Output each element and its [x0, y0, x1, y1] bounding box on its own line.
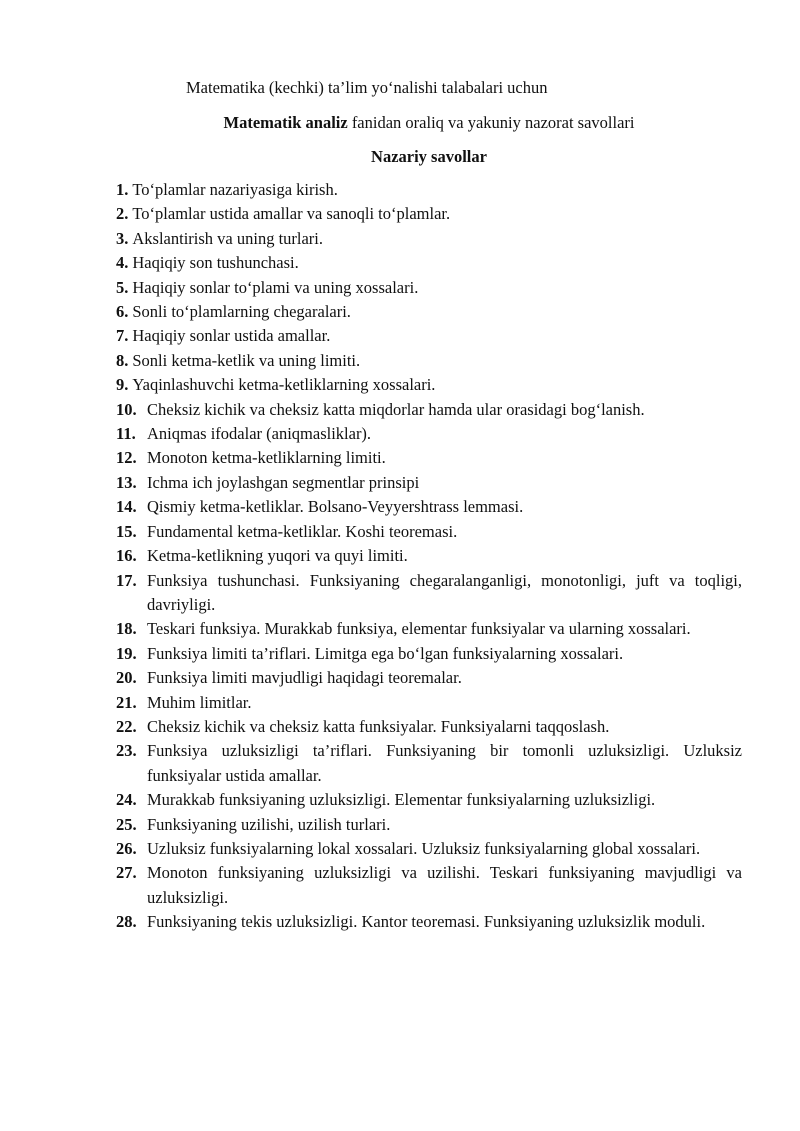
- question-number: 25.: [116, 814, 137, 834]
- question-number: 24.: [116, 790, 137, 810]
- question-text: To‘plamlar nazariyasiga kirish.: [132, 180, 338, 199]
- question-item: [116, 276, 742, 300]
- question-number: 18.: [116, 619, 137, 639]
- question-number: 5.: [116, 277, 129, 297]
- question-item: [116, 398, 742, 422]
- question-text: Cheksiz kichik va cheksiz katta funksiyalar. Funksiyalarni taqqoslash.: [147, 716, 610, 736]
- question-text: Aniqmas ifodalar (aniqmasliklar).: [147, 424, 372, 444]
- document-title: [116, 113, 742, 133]
- question-number: 11.: [116, 424, 136, 444]
- question-number: 4.: [116, 253, 129, 273]
- question-text: Haqiqiy sonlar to‘plami va uning xossalari.: [132, 277, 419, 297]
- question-item: [116, 422, 742, 446]
- question-text: Sonli ketma-ketlik va uning limiti.: [132, 350, 361, 370]
- question-item: [116, 861, 742, 910]
- question-text: Monoton ketma-ketliklarning limiti.: [147, 448, 386, 468]
- question-text: Cheksiz kichik va cheksiz katta miqdorlar hamda ular orasidagi bog‘lanish.: [147, 399, 645, 419]
- question-number: 1.: [116, 180, 129, 199]
- question-item: [116, 715, 742, 739]
- question-item: [116, 544, 742, 568]
- question-text: Funksiya uzluksizligi ta’riflari. Funksiyaning bir tomonli uzluksizligi. Uzluksiz funksiyalar ustida amallar.: [147, 741, 742, 785]
- question-number: 28.: [116, 912, 137, 932]
- title-rest: fanidan oraliq va yakuniy nazorat savollari: [347, 113, 635, 132]
- question-text: Yaqinlashuvchi ketma-ketliklarning xossalari.: [132, 375, 436, 395]
- question-number: 16.: [116, 546, 137, 566]
- question-number: 23.: [116, 741, 137, 761]
- subject-name: Matematik analiz: [223, 113, 348, 132]
- question-item: [116, 520, 742, 544]
- question-item: [116, 495, 742, 519]
- question-item: [116, 227, 742, 251]
- question-text: Funksiya limiti ta’riflari. Limitga ega bo‘lgan funksiyalarning xossalari.: [147, 643, 624, 663]
- question-item: [116, 642, 742, 666]
- question-number: 15.: [116, 521, 137, 541]
- question-item: [116, 324, 742, 348]
- question-number: 17.: [116, 570, 137, 590]
- question-number: 12.: [116, 448, 137, 468]
- question-number: 2.: [116, 204, 129, 224]
- question-text: Teskari funksiya. Murakkab funksiya, elementar funksiyalar va ularning xossalari.: [147, 619, 691, 639]
- question-text: Qismiy ketma-ketliklar. Bolsano-Veyyershtrass lemmasi.: [147, 497, 524, 517]
- question-text: Muhim limitlar.: [147, 692, 252, 712]
- question-item: [116, 202, 742, 226]
- question-item: [116, 349, 742, 373]
- question-number: 3.: [116, 228, 129, 248]
- question-number: 14.: [116, 497, 137, 517]
- question-text: Ichma ich joylashgan segmentlar prinsipi: [147, 472, 420, 492]
- question-item: [116, 617, 742, 641]
- question-item: [116, 300, 742, 324]
- question-list: [116, 178, 742, 935]
- question-text: Fundamental ketma-ketliklar. Koshi teoremasi.: [147, 521, 458, 541]
- question-number: 8.: [116, 350, 129, 370]
- question-item: [116, 788, 742, 812]
- question-text: Funksiyaning uzilishi, uzilish turlari.: [147, 814, 391, 834]
- question-number: 22.: [116, 716, 137, 736]
- question-item: [116, 739, 742, 788]
- question-number: 21.: [116, 692, 137, 712]
- question-number: 13.: [116, 472, 137, 492]
- question-text: Haqiqiy son tushunchasi.: [132, 253, 299, 273]
- question-item: [116, 178, 742, 202]
- question-item: [116, 837, 742, 861]
- question-item: [116, 813, 742, 837]
- question-item: [116, 251, 742, 275]
- question-item: [116, 691, 742, 715]
- question-text: To‘plamlar ustida amallar va sanoqli to‘plamlar.: [132, 204, 451, 224]
- question-number: 10.: [116, 399, 137, 419]
- question-item: [116, 666, 742, 690]
- question-item: [116, 910, 742, 934]
- question-text: Haqiqiy sonlar ustida amallar.: [132, 326, 331, 346]
- question-number: 7.: [116, 326, 129, 346]
- question-text: Sonli to‘plamlarning chegaralari.: [132, 302, 351, 322]
- question-item: [116, 471, 742, 495]
- question-text: Ketma-ketlikning yuqori va quyi limiti.: [147, 546, 408, 566]
- question-number: 6.: [116, 302, 129, 322]
- section-title: Nazariy savollar: [371, 147, 487, 166]
- question-number: 26.: [116, 838, 137, 858]
- question-item: [116, 446, 742, 470]
- question-text: Funksiya tushunchasi. Funksiyaning chegaralanganligi, monotonligi, juft va toqligi, davriyligi.: [147, 570, 742, 614]
- question-text: Murakkab funksiyaning uzluksizligi. Elementar funksiyalarning uzluksizligi.: [147, 790, 656, 810]
- document-subtitle: Matematika (kechki) ta’lim yo‘nalishi talabalari uchun: [186, 78, 548, 97]
- question-number: 9.: [116, 375, 129, 395]
- question-item: [116, 373, 742, 397]
- question-text: Monoton funksiyaning uzluksizligi va uzilishi. Teskari funksiyaning mavjudligi va uzluksizligi.: [147, 863, 742, 907]
- question-number: 20.: [116, 668, 137, 688]
- question-text: Funksiyaning tekis uzluksizligi. Kantor teoremasi. Funksiyaning uzluksizlik moduli.: [147, 912, 706, 932]
- question-number: 27.: [116, 863, 137, 883]
- question-text: Uzluksiz funksiyalarning lokal xossalari. Uzluksiz funksiyalarning global xossalari.: [147, 838, 701, 858]
- question-text: Akslantirish va uning turlari.: [132, 228, 324, 248]
- question-number: 19.: [116, 643, 137, 663]
- question-text: Funksiya limiti mavjudligi haqidagi teoremalar.: [147, 668, 462, 688]
- question-item: [116, 569, 742, 618]
